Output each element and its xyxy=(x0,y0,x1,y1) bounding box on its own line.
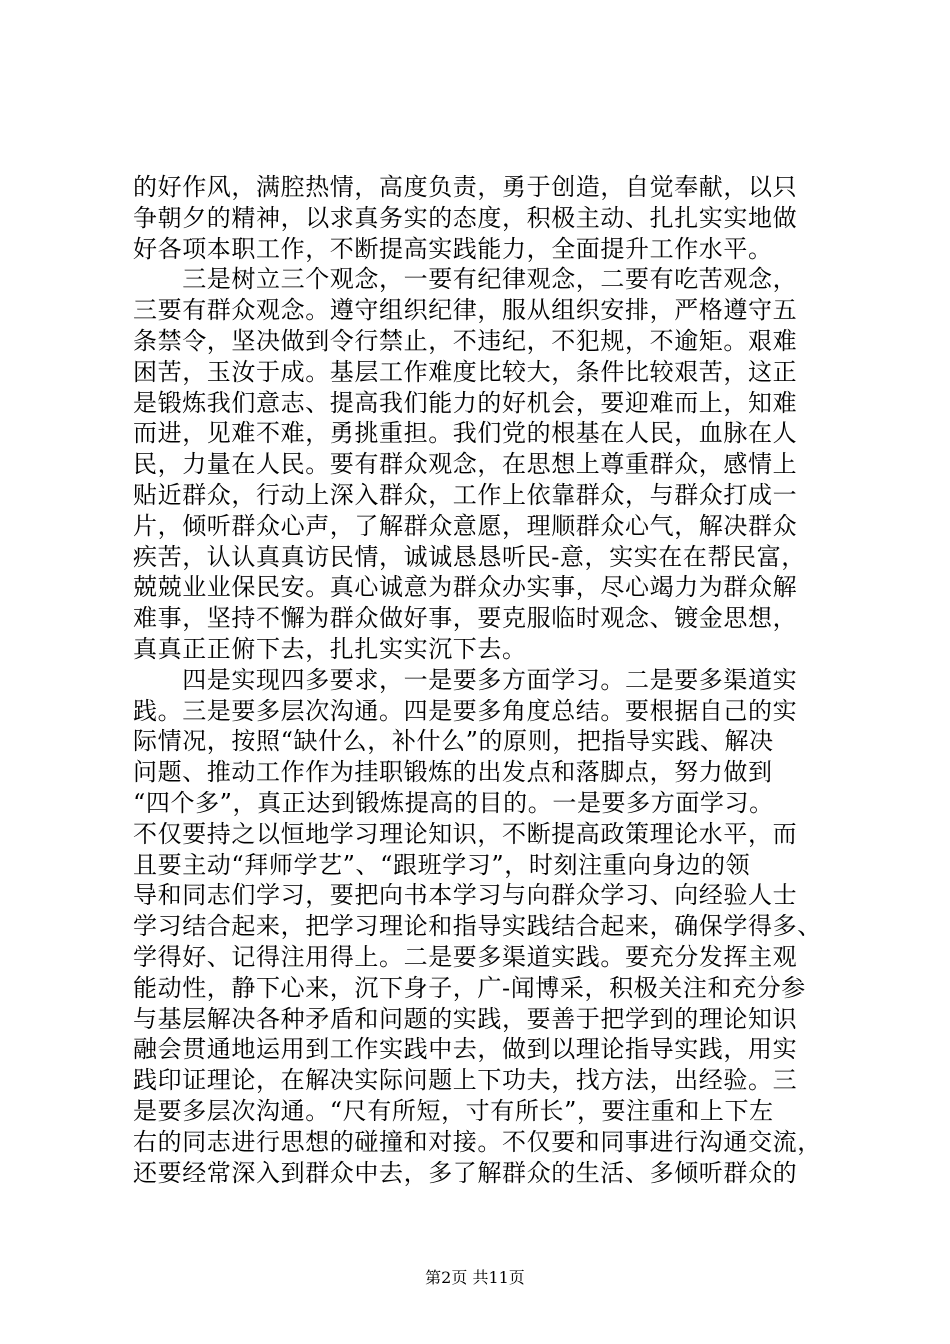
text-line: 不仅要持之以恒地学习理论知识，不断提高政策理论水平，而 xyxy=(133,819,798,848)
text-line: 片，倾听群众心声，了解群众意愿，理顺群众心气，解决群众 xyxy=(133,511,798,540)
text-line: 困苦，玉汝于成。基层工作难度比较大，条件比较艰苦，这正 xyxy=(133,357,798,386)
document-body xyxy=(133,172,833,1188)
text-line: 学得好、记得注用得上。二是要多渠道实践。要充分发挥主观 xyxy=(133,942,798,971)
text-line: 而进，见难不难，勇挑重担。我们党的根基在人民，血脉在人 xyxy=(133,419,798,448)
text-line: 问题、推动工作作为挂职锻炼的出发点和落脚点，努力做到 xyxy=(133,758,773,787)
page-number-footer: 第2页 共11页 xyxy=(425,1268,525,1287)
text-line: 争朝夕的精神，以求真务实的态度，积极主动、扎扎实实地做 xyxy=(133,203,798,232)
text-line: 难事，坚持不懈为群众做好事，要克服临时观念、镀金思想， xyxy=(133,604,798,633)
text-line: 践印证理论，在解决实际问题上下功夫，找方法，出经验。三 xyxy=(133,1066,798,1095)
text-line: 兢兢业业保民安。真心诚意为群众办实事，尽心竭力为群众解 xyxy=(133,573,798,602)
text-line: 疾苦，认认真真访民情，诚诚恳恳听民-意，实实在在帮民富， xyxy=(133,542,806,571)
text-line: 真真正正俯下去，扎扎实实沉下去。 xyxy=(133,634,527,663)
text-line: 贴近群众，行动上深入群众，工作上依靠群众，与群众打成一 xyxy=(133,480,798,509)
text-line: 还要经常深入到群众中去，多了解群众的生活、多倾听群众的 xyxy=(133,1158,798,1187)
text-line: 四是实现四多要求，一是要多方面学习。二是要多渠道实 xyxy=(133,665,798,694)
text-line: 能动性，静下心来，沉下身子，广-闻博采，积极关注和充分参 xyxy=(133,973,806,1002)
text-line: 际情况，按照“缺什么，补什么”的原则，把指导实践、解决 xyxy=(133,727,774,756)
text-line: 融会贯通地运用到工作实践中去，做到以理论指导实践，用实 xyxy=(133,1035,798,1064)
text-line: 条禁令，坚决做到令行禁止，不违纪，不犯规，不逾矩。艰难 xyxy=(133,326,798,355)
text-line: 三是树立三个观念，一要有纪律观念，二要有吃苦观念， xyxy=(133,265,798,294)
text-line: 的好作风，满腔热情，高度负责，勇于创造，自觉奉献，以只 xyxy=(133,173,798,201)
text-line: 三要有群众观念。遵守组织纪律，服从组织安排，严格遵守五 xyxy=(133,296,798,325)
text-line: 与基层解决各种矛盾和问题的实践，要善于把学到的理论知识 xyxy=(133,1004,798,1033)
text-line: 好各项本职工作，不断提高实践能力，全面提升工作水平。 xyxy=(133,234,773,263)
text-line: 践。三是要多层次沟通。四是要多角度总结。要根据自己的实 xyxy=(133,696,798,725)
text-line: 导和同志们学习，要把向书本学习与向群众学习、向经验人士 xyxy=(133,881,798,910)
text-line: 民，力量在人民。要有群众观念，在思想上尊重群众，感情上 xyxy=(133,450,798,479)
text-line: “四个多”，真正达到锻炼提高的目的。一是要多方面学习。 xyxy=(133,788,774,817)
text-line: 且要主动“拜师学艺”、“跟班学习”，时刻注重向身边的领 xyxy=(133,850,751,879)
text-line: 右的同志进行思想的碰撞和对接。不仅要和同事进行沟通交流， xyxy=(133,1127,822,1156)
text-line: 是要多层次沟通。“尺有所短，寸有所长”，要注重和上下左 xyxy=(133,1096,774,1125)
text-line: 是锻炼我们意志、提高我们能力的好机会，要迎难而上，知难 xyxy=(133,388,798,417)
text-line: 学习结合起来，把学习理论和指导实践结合起来，确保学得多、 xyxy=(133,912,822,941)
